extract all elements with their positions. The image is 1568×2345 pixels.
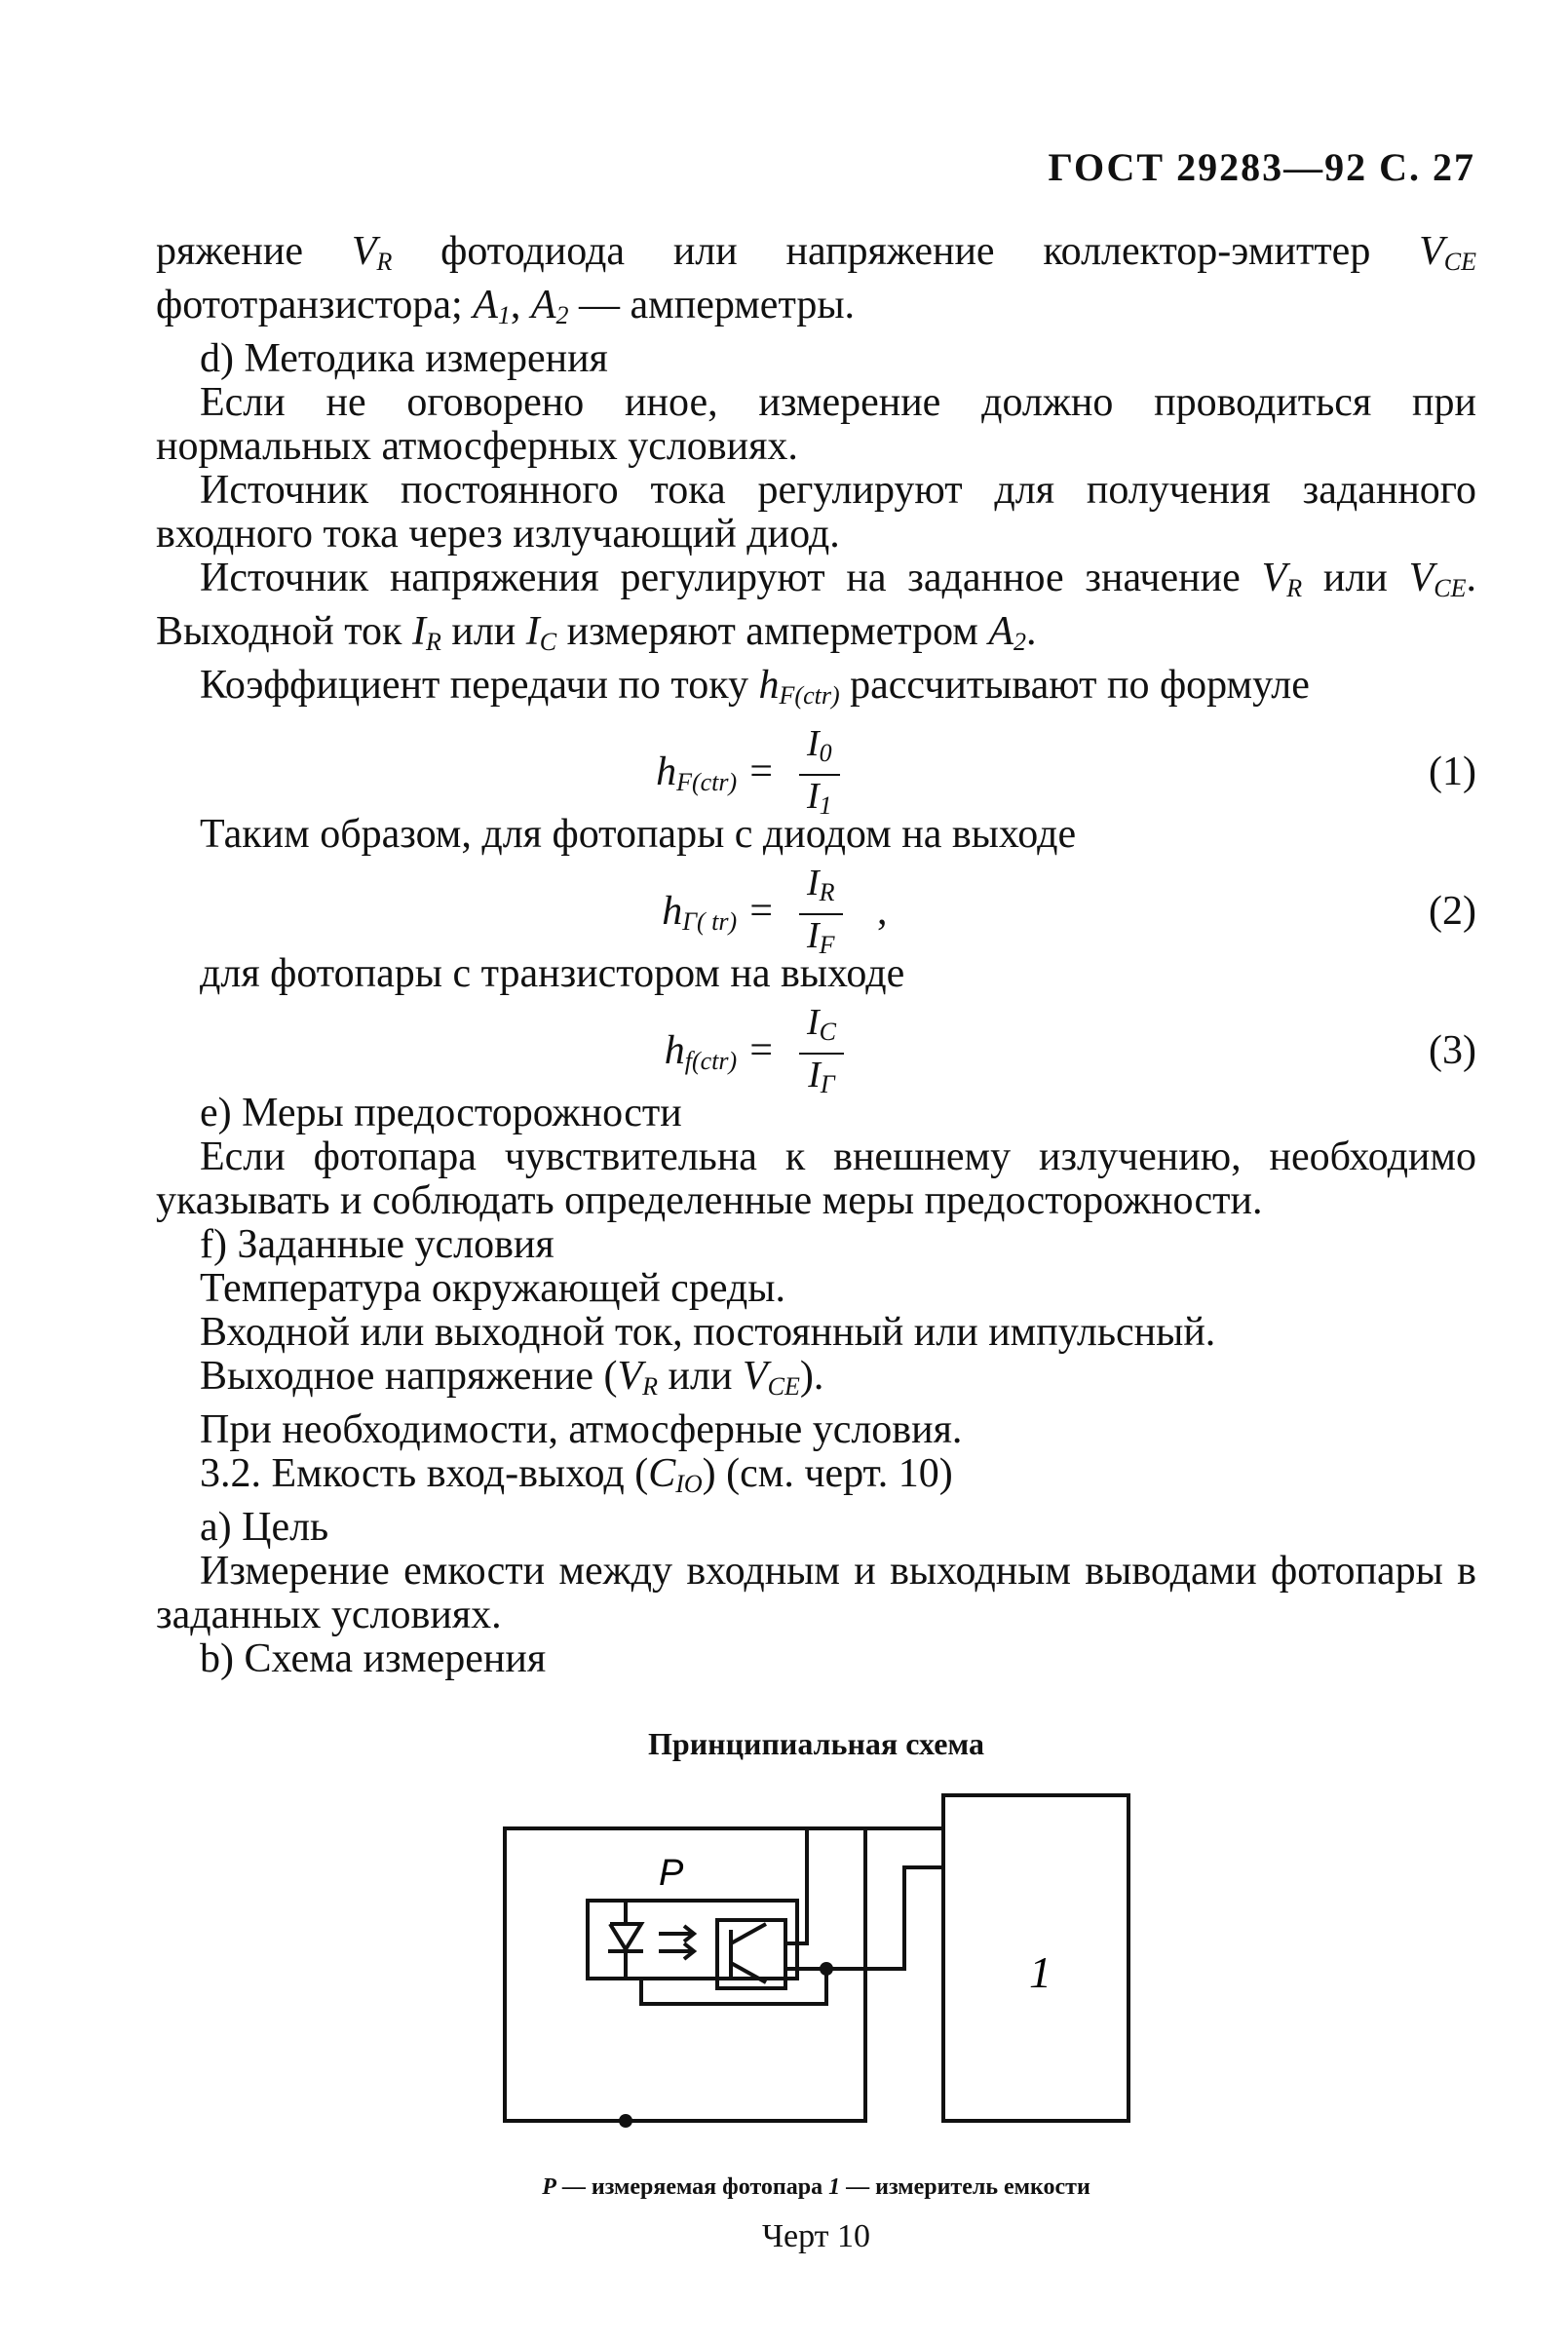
subscript: IO	[675, 1470, 703, 1498]
text: Выходное напряжение (	[200, 1354, 618, 1399]
equation-number: (3)	[1429, 1028, 1476, 1073]
symbol: I	[807, 1002, 820, 1043]
subscript: R	[819, 878, 835, 906]
equation-fraction	[799, 1002, 844, 1105]
subscript: 1	[819, 791, 832, 820]
equation-3-intro: для фотопары с транзистором на выходе	[200, 951, 905, 996]
numerator	[799, 1002, 844, 1055]
denominator	[799, 776, 840, 827]
circuit-diagram	[485, 1778, 1148, 2168]
equation-1	[156, 717, 1476, 820]
subscript: R	[642, 1372, 659, 1401]
paragraph-d3	[156, 557, 1476, 664]
text: ).	[799, 1354, 824, 1399]
equation-number: (2)	[1429, 889, 1476, 934]
subscript: 0	[819, 739, 832, 767]
text: Коэффициент передачи по току	[200, 663, 759, 708]
text: — амперметры.	[568, 283, 856, 327]
paragraph-a1: Измерение емкости между входным и выходным выводами фотопары в заданных условиях.	[156, 1549, 1476, 1637]
page-header: ГОСТ 29283—92 С. 27	[1048, 145, 1475, 189]
junction-dot-1	[820, 1962, 833, 1976]
symbol-a2: A	[988, 609, 1014, 654]
symbol-vce: V	[1419, 229, 1444, 274]
diode-triangle	[610, 1924, 641, 1949]
junction-dot-2	[619, 2114, 632, 2128]
subscript: 2	[555, 301, 569, 329]
paragraph-d1: Если не оговорено иное, измерение должно проводиться при нормальных атмосферных условиях.	[156, 380, 1476, 469]
symbol-vr: V	[617, 1354, 643, 1399]
subscript: 2	[1013, 628, 1027, 656]
subscript: CE	[1434, 574, 1467, 602]
symbol: h	[662, 889, 683, 934]
figure-title: Принципиальная схема	[648, 1726, 984, 1761]
numerator	[799, 723, 840, 776]
symbol-ic: I	[525, 609, 540, 654]
symbol: h	[664, 1028, 685, 1073]
symbol-a2: A	[530, 283, 556, 327]
heading-d: d) Методика измерения	[200, 336, 608, 381]
text: . Выходной ток	[156, 556, 1477, 654]
subscript: R	[1286, 574, 1303, 602]
text: фотодиода или напряжение коллектор-эмиттер	[392, 229, 1420, 274]
symbol: I	[808, 1055, 821, 1096]
equation-2	[156, 857, 1476, 959]
symbol: I	[807, 776, 820, 817]
paragraph-e1: Если фотопара чувствительна к внешнему излучению, необходимо указывать и соблюдать определенные меры предосторожности.	[156, 1134, 1476, 1223]
heading-a: а) Цель	[200, 1505, 329, 1550]
symbol-h: h	[758, 663, 780, 708]
caption-symbol-1: 1	[828, 2174, 841, 2200]
text: или	[1302, 556, 1409, 600]
paragraph-f1: Температура окружающей среды.	[200, 1266, 786, 1311]
label-1: 1	[1028, 1947, 1052, 1997]
paragraph-continuation	[156, 230, 1476, 337]
symbol-vce: V	[1408, 556, 1434, 600]
caption-symbol-p: P	[542, 2174, 556, 2200]
subscript: f(ctr)	[684, 1047, 738, 1075]
equation-lhs: $h_{f(ctr)}$ =	[664, 1028, 775, 1075]
document-body	[156, 230, 1476, 2258]
text: ряжение	[156, 229, 352, 274]
subscript: F(ctr)	[676, 768, 738, 796]
symbol-vr: V	[351, 229, 377, 274]
subscript: R	[376, 248, 393, 276]
figure-caption	[156, 2173, 1476, 2201]
subscript: 1	[497, 301, 511, 329]
section-3-2-heading	[156, 1452, 1476, 1506]
paragraph-f3	[156, 1355, 1476, 1408]
outer-loop-wire	[505, 1828, 865, 2121]
heading-e: е) Меры предосторожности	[200, 1091, 682, 1135]
text: измеряют амперметром	[556, 609, 989, 654]
caption-text: — измеряемая фотопара	[555, 2174, 829, 2200]
denominator	[799, 1055, 844, 1105]
symbol: I	[807, 723, 820, 764]
paragraph-f2: Входной или выходной ток, постоянный или импульсный.	[200, 1310, 1216, 1355]
equation-fraction	[799, 863, 843, 966]
paragraph-f4: При необходимости, атмосферные условия.	[200, 1407, 963, 1452]
heading-b: b) Схема измерения	[200, 1636, 547, 1681]
symbol: h	[656, 750, 677, 794]
equation-3	[156, 996, 1476, 1098]
paragraph-d2: Источник постоянного тока регулируют для получения заданного входного тока через излучающий диод.	[156, 468, 1476, 557]
heading-f: f) Заданные условия	[200, 1222, 555, 1267]
equation-2-intro: Таким образом, для фотопары с диодом на выходе	[200, 812, 1077, 857]
equation-comma: ,	[877, 889, 888, 934]
text: ,	[510, 283, 531, 327]
subscript: R	[425, 628, 441, 656]
subscript: C	[539, 628, 557, 656]
symbol-vr: V	[1261, 556, 1287, 600]
text: ) (см. черт. 10)	[702, 1451, 953, 1496]
equation-lhs: $h_{Г( tr)}$ =	[662, 889, 775, 936]
symbol: I	[807, 863, 820, 903]
symbol-vce: V	[742, 1354, 768, 1399]
equation-number: (1)	[1429, 750, 1476, 794]
subscript: CE	[1443, 248, 1476, 276]
text: 3.2. Емкость вход-выход (	[200, 1451, 649, 1496]
text: Источник напряжения регулируют на заданное значение	[200, 556, 1262, 600]
label-p: P	[658, 1853, 683, 1894]
text: рассчитывают по формуле	[839, 663, 1310, 708]
subscript: F(ctr)	[779, 681, 840, 710]
symbol-ir: I	[411, 609, 426, 654]
symbol: I	[807, 915, 820, 956]
figure-number: Черт 10	[761, 2218, 871, 2254]
subscript: C	[819, 1018, 836, 1046]
subscript: CE	[767, 1372, 800, 1401]
subscript: F	[819, 931, 835, 959]
output-wire-return	[826, 1867, 943, 1969]
symbol-c: C	[648, 1451, 676, 1496]
symbol-a1: A	[473, 283, 498, 327]
transistor-collector	[731, 1924, 766, 1943]
subscript: Г	[820, 1070, 835, 1098]
numerator	[799, 863, 843, 915]
caption-text: — измеритель емкости	[840, 2174, 1090, 2200]
subscript: Г( tr)	[682, 907, 738, 936]
equation-lhs: $h_{F(ctr)}$ =	[656, 750, 775, 796]
paragraph-d4	[156, 664, 1476, 717]
text: или	[658, 1354, 743, 1399]
text: .	[1026, 609, 1037, 654]
text: фототранзистора;	[156, 283, 474, 327]
equation-fraction	[799, 723, 840, 827]
denominator	[799, 915, 843, 966]
text: или	[440, 609, 526, 654]
